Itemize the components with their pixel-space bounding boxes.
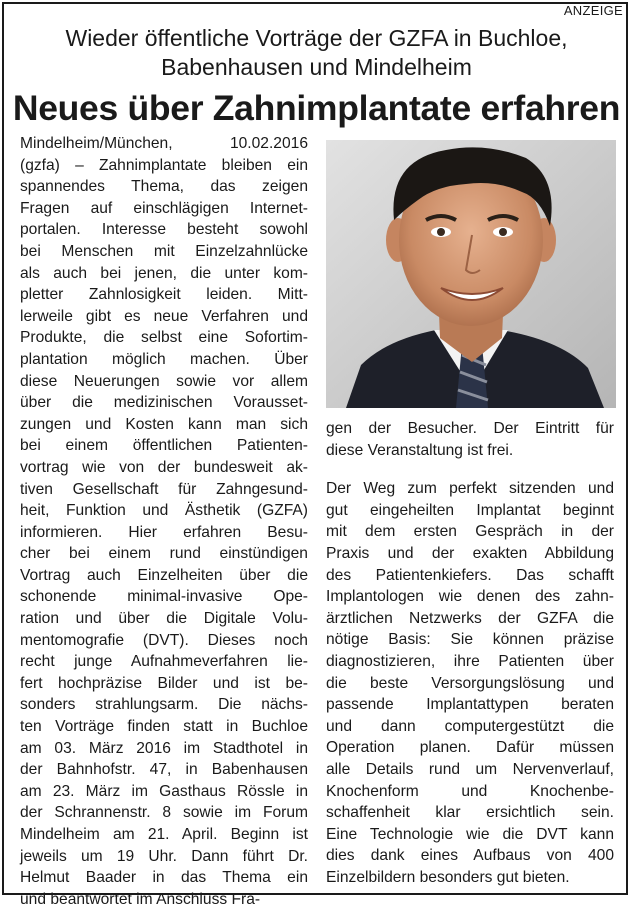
text-line: und beantwortet im Anschluss Fra- [20,890,261,908]
text-line: Produkte, die selbst eine Sofortim- [20,329,308,347]
text-line: ten Vorträge finden statt in Buchloe [20,718,308,736]
text-line: Eine Technologie wie die DVT kann [326,825,614,843]
headline: Neues über Zahnimplantate erfahren [12,88,621,128]
text-line: ration und über die Digitale Volu- [20,610,308,628]
text-line: alle Details rund um Nervenverlauf, [326,760,614,778]
paragraph-gap [326,461,614,478]
text-line: bei Menschen mit Einzelzahnlücke [20,242,308,260]
text-line: Fragen auf einschlägigen Internet- [20,199,308,217]
text-line: gen der Besucher. Der Eintritt für [326,420,614,437]
text-line: über die medizinischen Vorausset- [20,394,308,412]
paragraph-admission [326,418,614,461]
text-line: Mindelheim/München, 10.02.2016 [20,135,308,152]
text-line: ärztlichen Netzwerks der GZFA die [326,609,614,627]
text-line: diese Veranstaltung ist frei. [326,441,514,459]
text-line: portalen. Interesse besteht sowohl [20,221,308,239]
text-line: Operation planen. Dafür müssen [326,739,614,757]
text-line: diese Neuerungen sowie vor allem [20,372,308,390]
text-line: schaffenheit klar ersichtlich sein. [326,804,614,822]
text-line: fert hochpräzise Bilder und ist be- [20,674,308,692]
text-line: zungen und Kosten kann man sich [20,415,308,433]
text-line: dies dank eines Aufbaus von 400 [326,847,614,865]
text-line: heit, Funktion und Ästhetik (GZFA) [20,502,308,520]
text-line: des Patientenkiefers. Das schafft [326,566,614,584]
text-line: cher bei einem rund einstündigen [20,545,308,563]
text-line: passende Implantattypen beraten [326,696,614,714]
text-line: Einzelbildern besonders gut bieten. [326,868,570,886]
portrait-photo [326,140,616,408]
ad-label: ANZEIGE [563,3,623,18]
text-line: (gzfa) – Zahnimplantate bleiben ein [20,156,308,174]
text-line: und dann computergestützt die [326,717,614,735]
article-right-column [326,418,614,888]
text-line: die beste Versorgungslösung und [326,674,614,692]
text-line: Mindelheim am 21. April. Beginn ist [20,826,308,843]
text-line: spannendes Thema, das zeigen [20,178,308,196]
text-line: am 23. März im Gasthaus Rössle in [20,782,308,800]
text-line: am 03. März 2016 im Stadthotel in [20,739,308,757]
text-line: Praxis und der exakten Abbildung [326,544,614,562]
text-line: bei einem öffentlichen Patienten- [20,437,308,455]
text-line: pletter Zahnlosigkeit leiden. Mitt- [20,286,308,304]
text-line: Der Weg zum perfekt sitzenden und [326,480,614,498]
portrait-image [326,140,616,408]
text-line: sonders strahlungsarm. Die nächs- [20,696,308,714]
text-line: nötige Basis: Sie können präzise [326,631,614,649]
text-line: Vortrag auch Einzelheiten über die [20,566,308,584]
text-line: Implantologen wie denen des zahn- [326,588,614,606]
text-line: gut eingeheilten Implantat beginnt [326,501,614,519]
article-left-column [20,133,308,910]
subheadline [0,24,633,82]
text-line: Knochenform und Knochenbe- [326,782,614,800]
text-line: vortrag wie von der bundesweit ak- [20,458,308,476]
text-line: diagnostizieren, ihre Patienten über [326,652,614,670]
paragraph-implant-process [326,478,614,888]
subheadline-line: Wieder öffentliche Vorträge der GZFA in Buchloe, [65,25,568,51]
text-line: der Bahnhofstr. 47, in Babenhausen [20,761,308,779]
text-line: als auch bei jenen, die unter kom- [20,264,308,282]
text-line: plantation möglich machen. Über [20,350,308,368]
text-line: mentomografie (DVT). Dieses noch [20,631,308,649]
text-line: der Schrannenstr. 8 sowie im Forum [20,804,308,822]
text-line: schonende minimal-invasive Ope- [20,588,308,606]
text-line: informieren. Hier erfahren Besu- [20,523,308,541]
text-line: tiven Gesellschaft für Zahngesund- [20,480,308,498]
text-line: mit dem ersten Gespräch in der [326,523,614,541]
text-line: lerweile gibt es neue Verfahren und [20,307,308,325]
text-line: recht junge Aufnahmeverfahren lie- [20,653,308,671]
text-line: Helmut Baader in das Thema ein [20,869,308,887]
text-line: jeweils um 19 Uhr. Dann führt Dr. [20,847,308,865]
subheadline-line: Babenhausen und Mindelheim [161,54,472,80]
